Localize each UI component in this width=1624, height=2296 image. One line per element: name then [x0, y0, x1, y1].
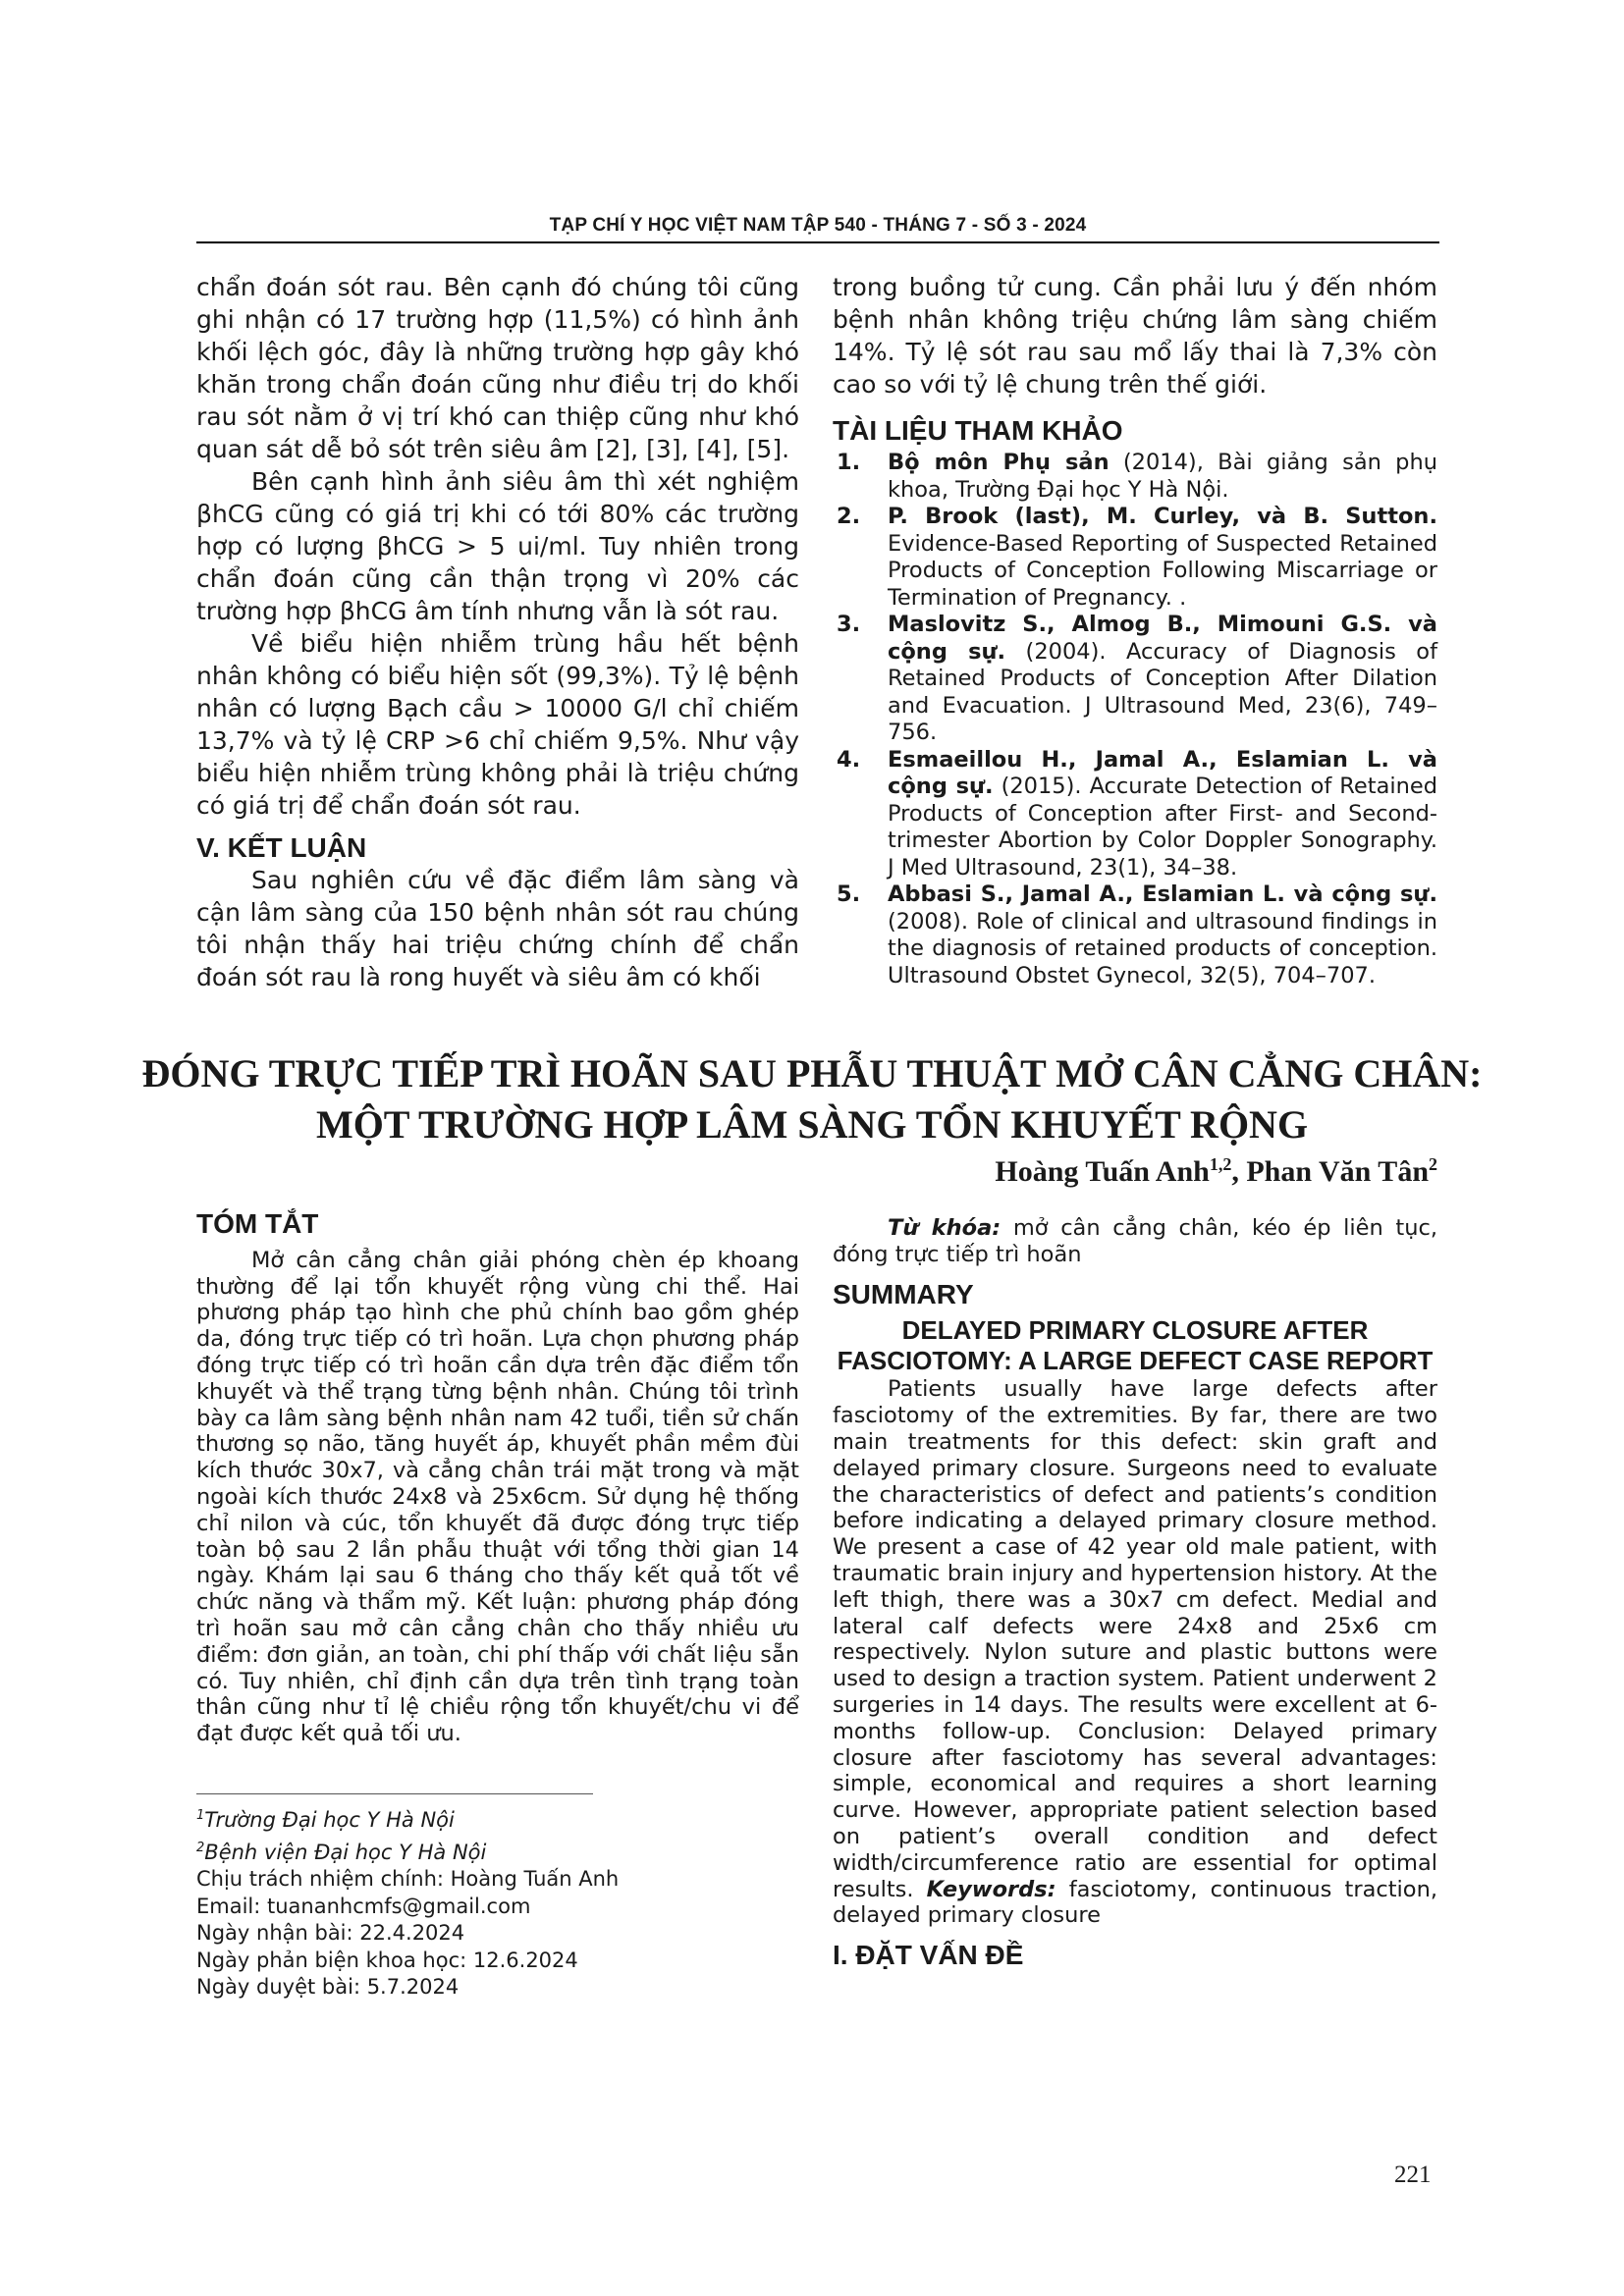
date-approved: Ngày duyệt bài: 5.7.2024 — [196, 1975, 460, 1999]
reference-item: 4. Esmaeillou H., Jamal A., Eslamian L. và cộng sự. (2015). Accurate Detection of Retained Products of Conception after First- and Second-trimester Abortion by Color Doppler Sonography. J Med Ultrasound, 23(1), 34–38. — [837, 746, 1437, 881]
date-reviewed: Ngày phản biện khoa học: 12.6.2024 — [196, 1948, 578, 1972]
reference-item: 1. Bộ môn Phụ sản (2014), Bài giảng sản phụ khoa, Trường Đại học Y Hà Nội. — [837, 450, 1437, 503]
section-heading-introduction: I. ĐẶT VẤN ĐỀ — [833, 1940, 1024, 1971]
author-line: Hoàng Tuấn Anh$^{1,2}$, Phan Văn Tân$^2$ — [995, 1154, 1437, 1188]
body-paragraph: Về biểu hiện nhiễm trùng hầu hết bệnh nhân không có biểu hiện sốt (99,3%). Tỷ lệ bệnh nhân có lượng Bạch cầu > 10000 G/l chỉ chiếm 13,7% và tỷ lệ CRP >6 chỉ chiếm 9,5%. Như vậy biểu hiện nhiễm trùng không phải là triệu chứng có giá trị để chẩn đoán sót rau. — [196, 629, 799, 820]
abstract-english-column — [833, 1215, 1437, 1969]
header-rule — [196, 241, 1439, 243]
keywords-vietnamese: Từ khóa: mở cân cẳng chân, kéo ép liên tục, đóng trực tiếp trì hoãn — [833, 1215, 1437, 1267]
body-paragraph: trong buồng tử cung. Cần phải lưu ý đến nhóm bệnh nhân không triệu chứng lâm sàng chiếm 14%. Tỷ lệ sót rau sau mổ lấy thai là 7,3% còn cao so với tỷ lệ chung trên thế giới. — [833, 273, 1437, 399]
author-name: Phan Văn Tân — [1246, 1155, 1429, 1188]
author-affiliation: 1,2 — [1209, 1154, 1232, 1174]
affiliation-footnote: $^2$Bệnh viện Đại học Y Hà Nội — [196, 1840, 487, 1864]
article-title — [118, 1048, 1506, 1150]
affiliation-footnote: $^1$Trường Đại học Y Hà Nội — [196, 1808, 455, 1832]
date-received: Ngày nhận bài: 22.4.2024 — [196, 1921, 465, 1945]
reference-item: 2. P. Brook (last), M. Curley, và B. Sutton. Evidence-Based Reporting of Suspected Retained Products of Conception Following Miscarriage or Termination of Pregnancy. . — [837, 504, 1437, 611]
reference-list — [833, 450, 1437, 989]
reference-item: 5. Abbasi S., Jamal A., Eslamian L. và cộng sự. (2008). Role of clinical and ultrasound findings in the diagnosis of retained products of conception. Ultrasound Obstet Gynecol, 32(5), 704–707. — [837, 881, 1437, 988]
abstract-heading: TÓM TẮT — [196, 1208, 319, 1239]
article-title-line: ĐÓNG TRỰC TIẾP TRÌ HOÃN SAU PHẪU THUẬT MỞ CÂN CẲNG CHÂN: — [141, 1051, 1483, 1095]
footnotes — [196, 1802, 746, 2002]
author-name: Hoàng Tuấn Anh — [995, 1155, 1210, 1188]
summary-title: DELAYED PRIMARY CLOSURE AFTER FASCIOTOMY: A LARGE DEFECT CASE REPORT — [837, 1315, 1434, 1376]
abstract-vietnamese — [196, 1208, 799, 1747]
corresponding-author: Chịu trách nhiệm chính: Hoàng Tuấn Anh — [196, 1867, 620, 1891]
body-paragraph: Sau nghiên cứu về đặc điểm lâm sàng và cận lâm sàng của 150 bệnh nhân sót rau chúng tôi nhận thấy hai triệu chứng chính để chẩn đoán sót rau là rong huyết và siêu âm có khối — [196, 866, 799, 991]
right-column-top — [833, 271, 1437, 447]
summary-text: Patients usually have large defects after fasciotomy of the extremities. By far, there are two main treatments for this defect: skin graft and delayed primary closure. Surgeons need to evaluate the characteristics of defect and patients’s condition before indicating a delayed primary closure method. We present a case of 42 year old male patient, with traumatic brain injury and hypertension history. At the left thigh, there was a 30x7 cm defect. Medial and lateral calf defects were 24x8 and 25x6 cm respectively. Nylon suture and plastic buttons were used to design a traction system. Patient underwent 2 surgeries in 14 days. The results were excellent at 6-months follow-up. Conclusion: Delayed primary closure after fasciotomy has several advantages: simple, economical and requires a short learning curve. However, appropriate patient selection based on patient’s overall condition and defect width/circumference ratio are essential for optimal results. Keywords: fasciotomy, continuous traction, delayed primary closure — [833, 1376, 1437, 1929]
abstract-text: Mở cân cẳng chân giải phóng chèn ép khoang thường để lại tổn khuyết rộng vùng chi thể. Hai phương pháp tạo hình che phủ chính bao gồm ghép da, đóng trực tiếp có trì hoãn. Lựa chọn phương pháp đóng trực tiếp có trì hoãn cần dựa trên đặc điểm tổn khuyết và thể trạng từng bệnh nhân. Chúng tôi trình bày ca lâm sàng bệnh nhân nam 42 tuổi, tiền sử chấn thương sọ não, tăng huyết áp, khuyết phần mềm đùi kích thước 30x7, và cẳng chân trái mặt trong và mặt ngoài kích thước 24x8 và 25x6cm. Sử dụng hệ thống chỉ nilon và cúc, tổn khuyết đã được đóng trực tiếp toàn bộ sau 2 lần phẫu thuật với tổng thời gian 14 ngày. Khám lại sau 6 tháng cho thấy kết quả tốt về chức năng và thẩm mỹ. Kết luận: phương pháp đóng trì hoãn sau mở cân cẳng chân cho thấy nhiều ưu điểm: đơn giản, an toàn, chi phí thấp với chất liệu sẵn có. Tuy nhiên, chỉ định cần dựa trên tình trạng toàn thân cũng như tỉ lệ chiều rộng tổn khuyết/chu vi để đạt được kết quả tối ưu. — [196, 1247, 799, 1747]
body-paragraph: Bên cạnh hình ảnh siêu âm thì xét nghiệm βhCG cũng có giá trị khi có tới 80% các trường hợp có lượng βhCG > 5 ui/ml. Tuy nhiên trong chẩn đoán cũng cần thận trọng vì 20% các trường hợp βhCG âm tính nhưng vẫn là sót rau. — [196, 467, 799, 625]
email: Email: tuananhcmfs@gmail.com — [196, 1894, 531, 1918]
section-heading-references: TÀI LIỆU THAM KHẢO — [833, 415, 1123, 446]
running-head: TẠP CHÍ Y HỌC VIỆT NAM TẬP 540 - THÁNG 7 - SỐ 3 - 2024 — [549, 215, 1087, 236]
left-column-top — [196, 271, 799, 993]
footnote-rule — [196, 1793, 593, 1794]
article-title-line: MỘT TRƯỜNG HỢP LÂM SÀNG TỔN KHUYẾT RỘNG — [315, 1102, 1309, 1147]
body-paragraph: chẩn đoán sót rau. Bên cạnh đó chúng tôi cũng ghi nhận có 17 trường hợp (11,5%) có hình ảnh khối lệch góc, đây là những trường hợp gây khó khăn trong chẩn đoán cũng như điều trị do khối rau sót nằm ở vị trí khó can thiệp cũng như khó quan sát dễ bỏ sót trên siêu âm [2], [3], [4], [5]. — [196, 273, 799, 463]
reference-item: 3. Maslovitz S., Almog B., Mimouni G.S. và cộng sự. (2004). Accuracy of Diagnosis of Retained Products of Conception After Dilation and Evacuation. J Ultrasound Med, 23(6), 749–756. — [837, 612, 1437, 745]
author-affiliation: 2 — [1429, 1154, 1437, 1174]
page-number: 221 — [1394, 2162, 1432, 2188]
summary-heading: SUMMARY — [833, 1278, 974, 1309]
section-heading-conclusion: V. KẾT LUẬN — [196, 832, 367, 863]
